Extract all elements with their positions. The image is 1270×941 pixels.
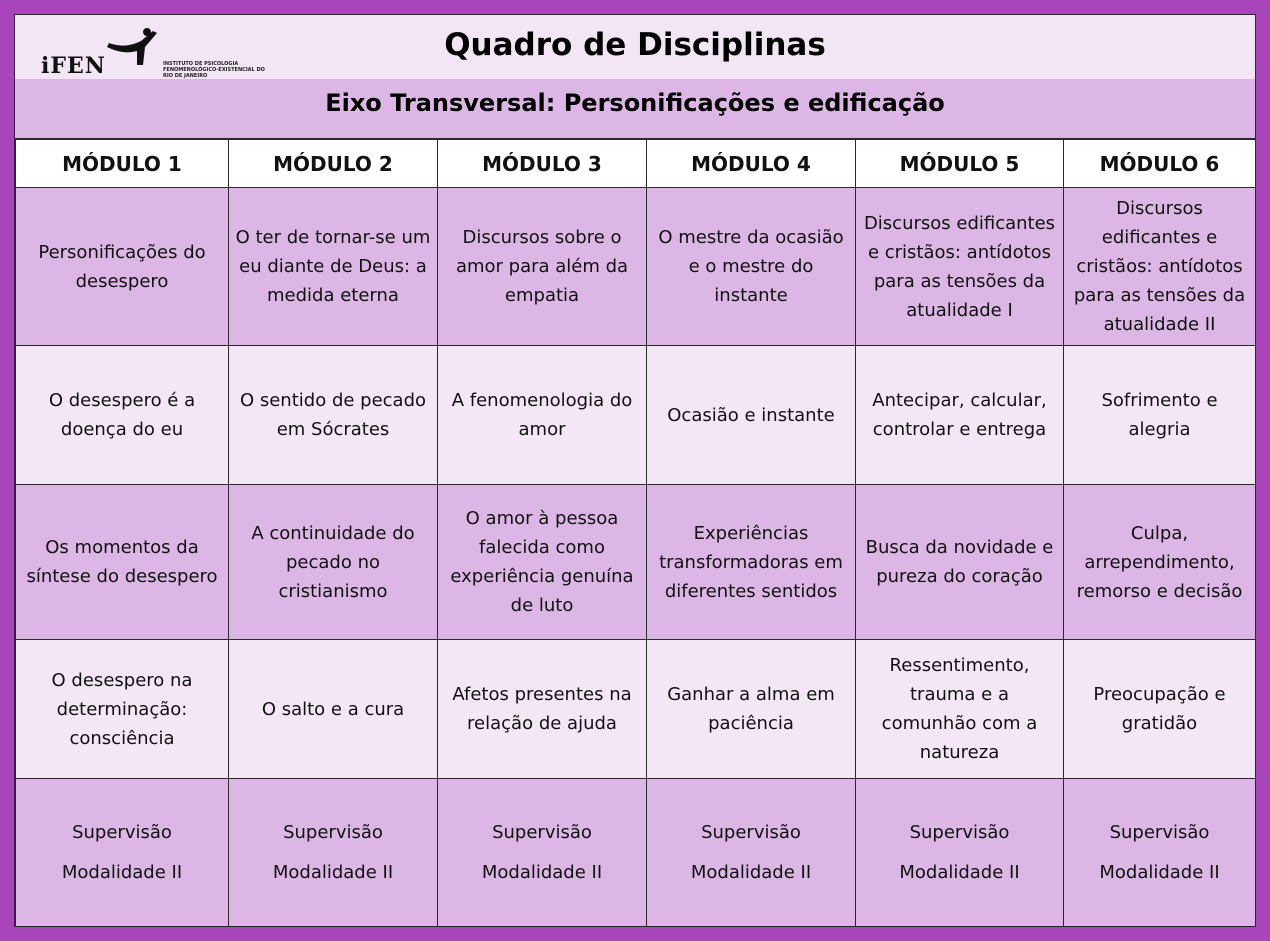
modality-label: Modalidade II [899,861,1020,883]
page-subtitle: Eixo Transversal: Personificações e edificação [325,89,945,117]
table-row [16,640,1256,779]
discipline-board [14,14,1256,927]
table-row [16,485,1256,640]
table-cell: Os momentos da síntese do desespero [16,485,229,640]
logo-wordmark: iFEN [41,53,106,79]
table-cell: Ganhar a alma em paciência [647,640,856,779]
modality-label: Modalidade II [481,861,603,883]
module-header: MÓDULO 4 [647,140,856,188]
header [15,15,1255,79]
modules-table [15,139,1256,927]
page-title: Quadro de Disciplinas [444,27,826,63]
table-cell: Busca da novidade e pureza do coração [856,485,1064,640]
modality-label: Modalidade II [61,861,183,883]
modality-label: Modalidade II [272,861,394,883]
module-header: MÓDULO 2 [229,140,438,188]
table-row [16,346,1256,485]
table-cell: O salto e a cura [229,640,438,779]
module-header: MÓDULO 3 [438,140,647,188]
modality-label: Modalidade II [1099,861,1220,883]
supervision-cell [647,779,856,927]
supervision-cell [438,779,647,927]
supervision-cell [856,779,1064,927]
table-cell: O desespero é a doença do eu [16,346,229,485]
table-cell: A continuidade do pecado no cristianismo [229,485,438,640]
supervision-row [16,779,1256,927]
module-header: MÓDULO 1 [16,140,229,188]
supervision-label: Supervisão [283,821,383,843]
table-cell: O mestre da ocasião e o mestre do instante [647,188,856,346]
table-cell: O amor à pessoa falecida como experiência genuína de luto [438,485,647,640]
table-cell: O desespero na determinação: consciência [16,640,229,779]
table-cell: Preocupação e gratidão [1064,640,1256,779]
logo-subtext: INSTITUTO DE PSICOLOGIA FENOMENOLÓGICO-EXISTENCIAL DO RIO DE JANEIRO [163,61,265,79]
table-cell: Discursos edificantes e cristãos: antídotos para as tensões da atualidade I [856,188,1064,346]
table-cell: Antecipar, calcular, controlar e entrega [856,346,1064,485]
supervision-label: Supervisão [909,821,1010,843]
table-cell: Sofrimento e alegria [1064,346,1256,485]
module-header: MÓDULO 6 [1064,140,1256,188]
supervision-label: Supervisão [701,821,801,843]
table-cell: Experiências transformadoras em diferentes sentidos [647,485,856,640]
supervision-label: Supervisão [1109,821,1210,843]
table-row [16,188,1256,346]
table-cell: Personificações do desespero [16,188,229,346]
table-cell: Culpa, arrependimento, remorso e decisão [1064,485,1256,640]
supervision-cell [1064,779,1256,927]
table-cell: O sentido de pecado em Sócrates [229,346,438,485]
module-header: MÓDULO 5 [856,140,1064,188]
supervision-cell [229,779,438,927]
table-cell: A fenomenologia do amor [438,346,647,485]
header-row [16,140,1256,188]
table-cell: Discursos sobre o amor para além da empatia [438,188,647,346]
supervision-cell [16,779,229,927]
supervision-label: Supervisão [492,821,592,843]
modality-label: Modalidade II [690,861,812,883]
table-cell: Discursos edificantes e cristãos: antídotos para as tensões da atualidade II [1064,188,1256,346]
table-cell: Ressentimento, trauma e a comunhão com a natureza [856,640,1064,779]
table-cell: O ter de tornar-se um eu diante de Deus: a medida eterna [229,188,438,346]
table-cell: Ocasião e instante [647,346,856,485]
subtitle-bar [15,79,1255,139]
supervision-label: Supervisão [72,821,172,843]
table-cell: Afetos presentes na relação de ajuda [438,640,647,779]
